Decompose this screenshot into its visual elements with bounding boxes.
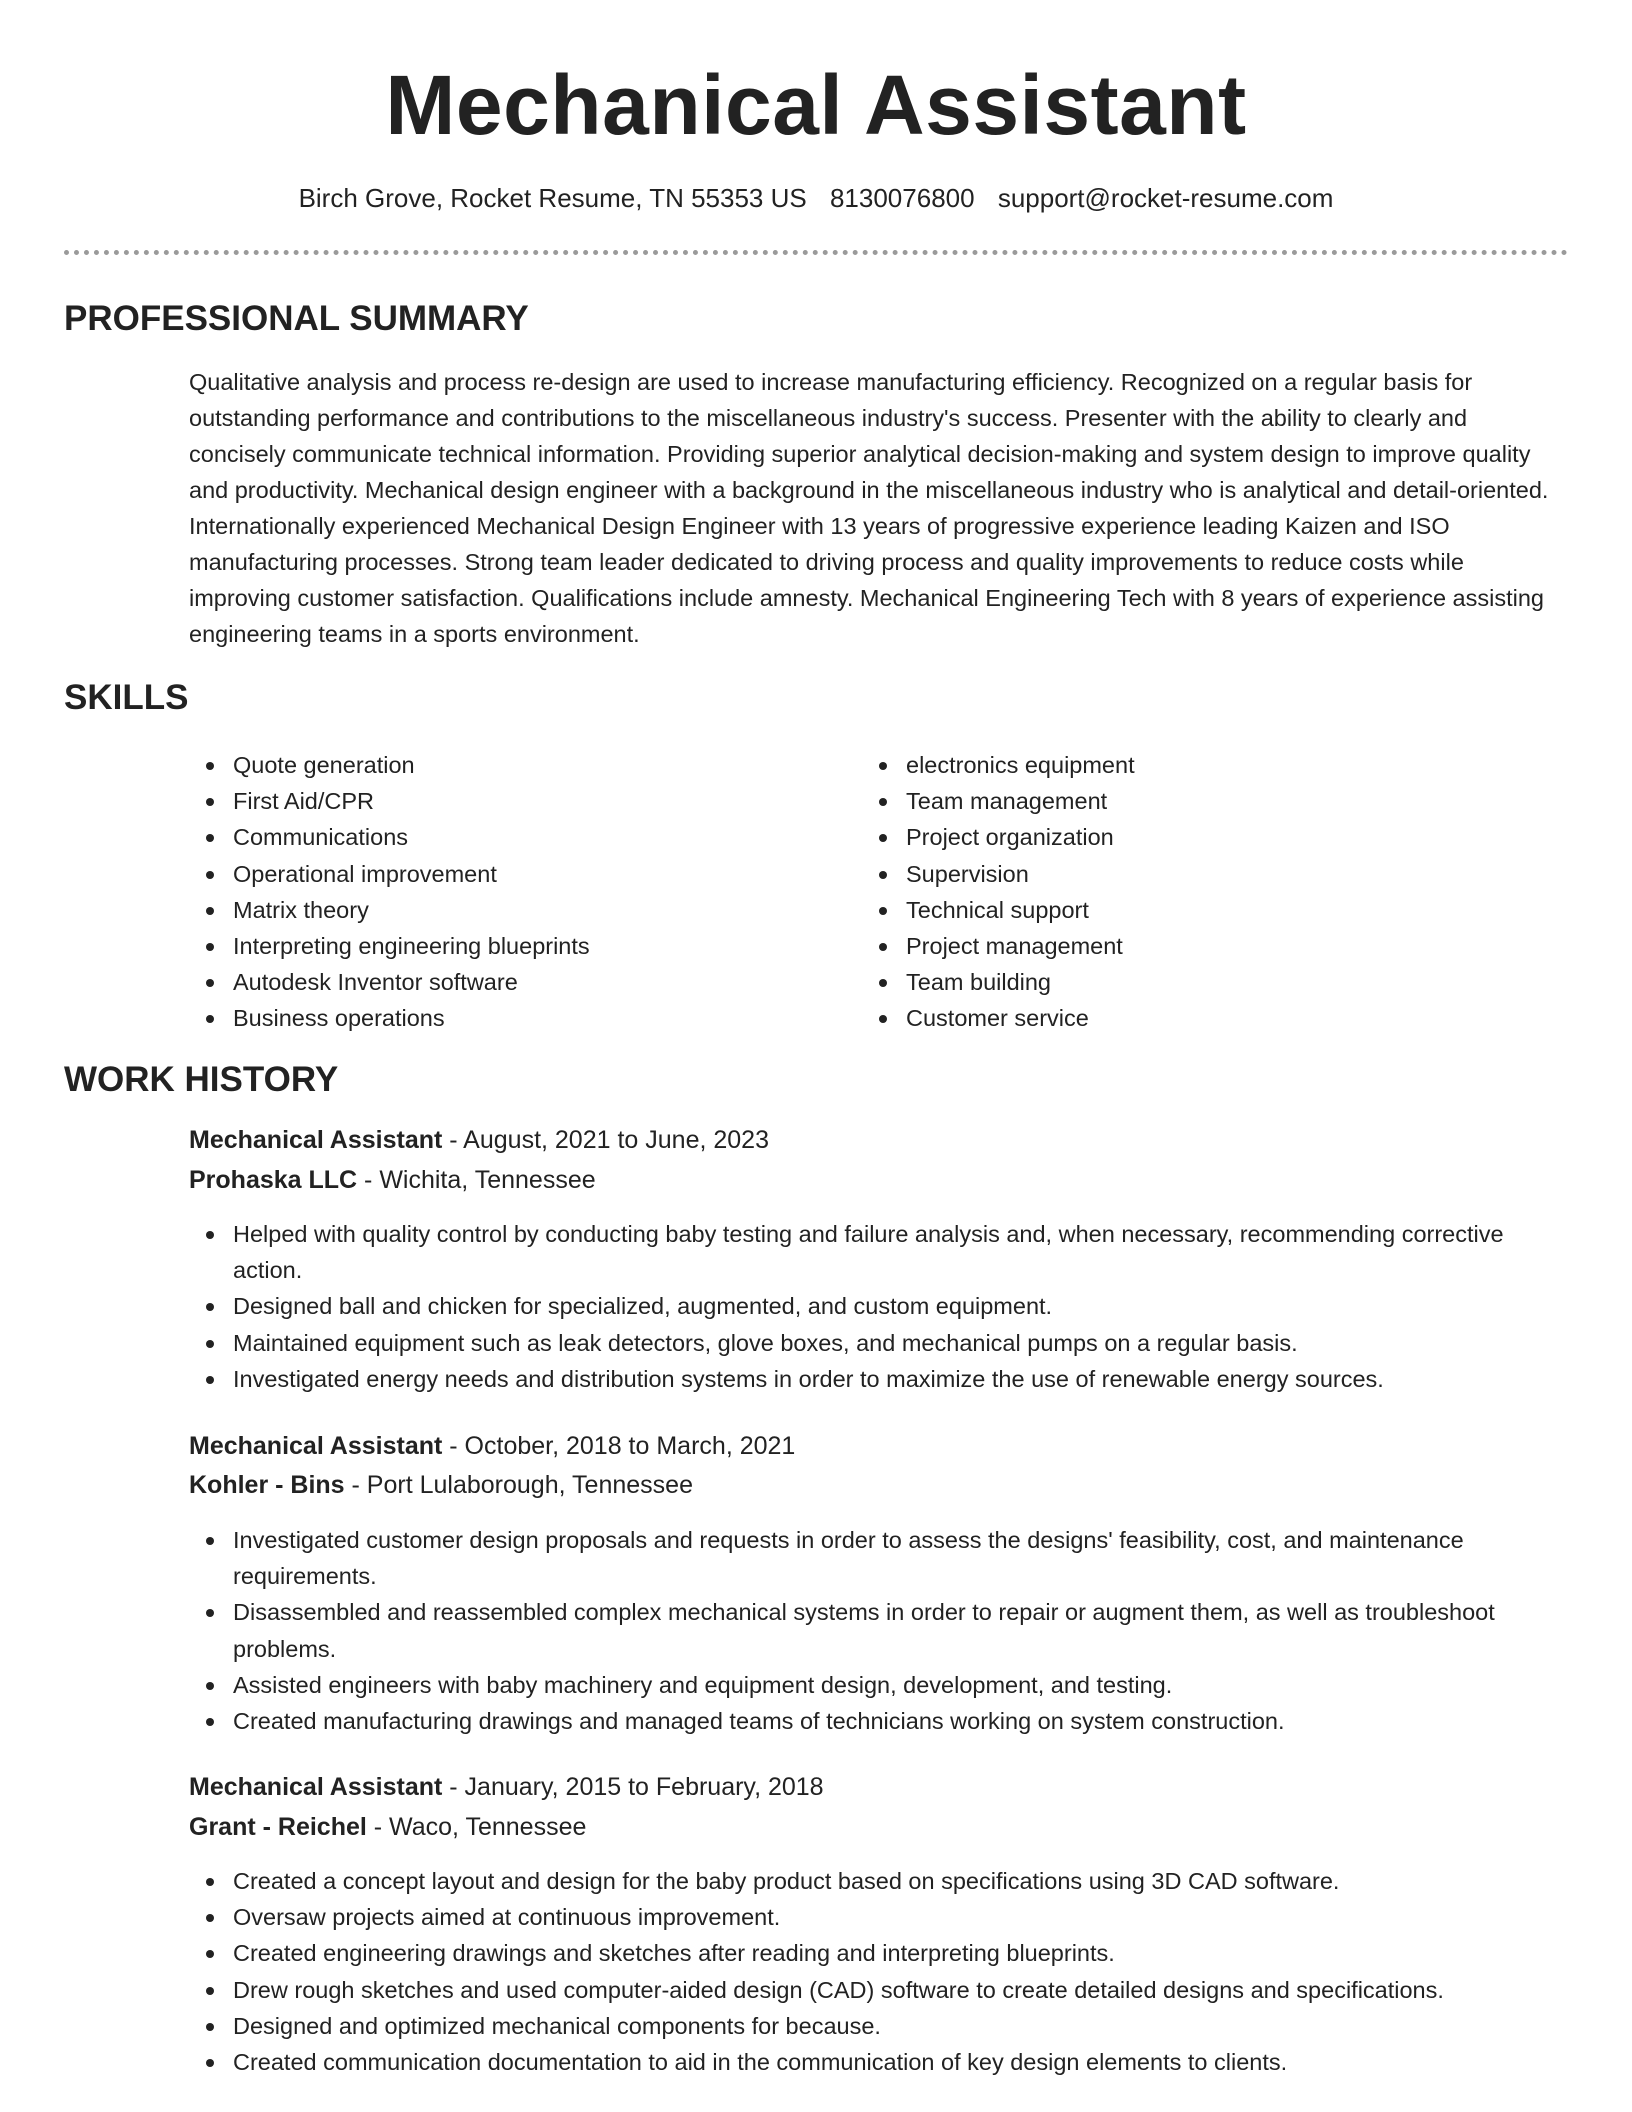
skill-item: First Aid/CPR <box>189 783 829 819</box>
job-role: Mechanical Assistant <box>189 1432 443 1460</box>
job-title-line <box>189 1122 769 1158</box>
job-location: - Port Lulaborough, Tennessee <box>344 1471 693 1499</box>
job-bullet: Created a concept layout and design for the baby product based on specifications using 3D CAD software. <box>189 1863 1569 1899</box>
job-bullet: Investigated customer design proposals and requests in order to assess the designs' feasibility, cost, and maintenance requirements. <box>189 1522 1569 1594</box>
job-title-line <box>189 1769 824 1805</box>
job-bullet: Investigated energy needs and distribution systems in order to maximize the use of renewable energy sources. <box>189 1361 1569 1397</box>
job-bullet: Drew rough sketches and used computer-aided design (CAD) software to create detailed designs and specifications. <box>189 1972 1569 2008</box>
contact-email: support@rocket-resume.com <box>997 183 1334 213</box>
job-bullet: Disassembled and reassembled complex mechanical systems in order to repair or augment them, as well as troubleshoot problems. <box>189 1594 1569 1666</box>
skill-item: Quote generation <box>189 747 829 783</box>
job-bullets <box>189 1216 1569 1397</box>
skills-list-right <box>862 747 1502 1037</box>
job-bullet: Designed and optimized mechanical components for because. <box>189 2008 1569 2044</box>
job-bullet: Created manufacturing drawings and managed teams of technicians working on system construction. <box>189 1703 1569 1739</box>
skill-item: Interpreting engineering blueprints <box>189 928 829 964</box>
job-company: Grant - Reichel <box>189 1813 367 1841</box>
contact-address: Birch Grove, Rocket Resume, TN 55353 US <box>298 183 807 213</box>
work-history-heading: WORK HISTORY <box>64 1060 339 1099</box>
skill-item: Business operations <box>189 1000 829 1036</box>
job-bullet: Maintained equipment such as leak detectors, glove boxes, and mechanical pumps on a regular basis. <box>189 1325 1569 1361</box>
job-role: Mechanical Assistant <box>189 1126 443 1154</box>
job-bullet: Assisted engineers with baby machinery and equipment design, development, and testing. <box>189 1667 1569 1703</box>
skill-item: Team building <box>862 964 1502 1000</box>
summary-heading: PROFESSIONAL SUMMARY <box>64 299 529 338</box>
skill-item: Project organization <box>862 819 1502 855</box>
summary-text: Qualitative analysis and process re-design are used to increase manufacturing efficiency. Recognized on a regular basis for outstanding performance and contributions to the miscellaneous industry's success. Presenter with the ability to clearly and concisely communicate technical information. Providing superior analytical decision-making and system design to improve quality and productivity. Mechanical design engineer with a background in the miscellaneous industry who is analytical and detail-oriented. Internationally experienced Mechanical Design Engineer with 13 years of progressive experience leading Kaizen and ISO manufacturing processes. Strong team leader dedicated to driving process and quality improvements to reduce costs while improving customer satisfaction. Qualifications include amnesty. Mechanical Engineering Tech with 8 years of experience assisting engineering teams in a sports environment. <box>189 369 1549 647</box>
skill-item: Customer service <box>862 1000 1502 1036</box>
job-bullet: Created communication documentation to aid in the communication of key design elements to clients. <box>189 2044 1569 2080</box>
job-company-line <box>189 1809 586 1845</box>
job-role: Mechanical Assistant <box>189 1773 443 1801</box>
job-bullet: Oversaw projects aimed at continuous improvement. <box>189 1899 1569 1935</box>
job-company: Prohaska LLC <box>189 1166 358 1194</box>
contact-line <box>0 180 1632 216</box>
job-bullet: Created engineering drawings and sketches after reading and interpreting blueprints. <box>189 1935 1569 1971</box>
job-bullet: Designed ball and chicken for specialized, augmented, and custom equipment. <box>189 1288 1569 1324</box>
job-location: - Waco, Tennessee <box>366 1813 587 1841</box>
job-title-line <box>189 1428 795 1464</box>
contact-phone: 8130076800 <box>829 183 975 213</box>
job-bullets <box>189 1863 1569 2080</box>
skill-item: Project management <box>862 928 1502 964</box>
header-divider <box>64 250 1568 255</box>
job-company: Kohler - Bins <box>189 1471 345 1499</box>
job-bullet: Helped with quality control by conducting baby testing and failure analysis and, when necessary, recommending corrective action. <box>189 1216 1569 1288</box>
skill-item: Supervision <box>862 856 1502 892</box>
job-company-line <box>189 1467 693 1503</box>
skill-item: Team management <box>862 783 1502 819</box>
job-bullets <box>189 1522 1569 1739</box>
skills-list-left <box>189 747 829 1037</box>
skill-item: Matrix theory <box>189 892 829 928</box>
skill-item: electronics equipment <box>862 747 1502 783</box>
skill-item: Operational improvement <box>189 856 829 892</box>
job-location: - Wichita, Tennessee <box>357 1166 596 1194</box>
job-dates: - August, 2021 to June, 2023 <box>442 1126 769 1154</box>
job-dates: - January, 2015 to February, 2018 <box>442 1773 824 1801</box>
job-dates: - October, 2018 to March, 2021 <box>442 1432 796 1460</box>
resume-name: Mechanical Assistant <box>385 58 1247 152</box>
skill-item: Technical support <box>862 892 1502 928</box>
job-company-line <box>189 1162 596 1198</box>
skill-item: Communications <box>189 819 829 855</box>
skill-item: Autodesk Inventor software <box>189 964 829 1000</box>
skills-heading: SKILLS <box>64 678 189 717</box>
